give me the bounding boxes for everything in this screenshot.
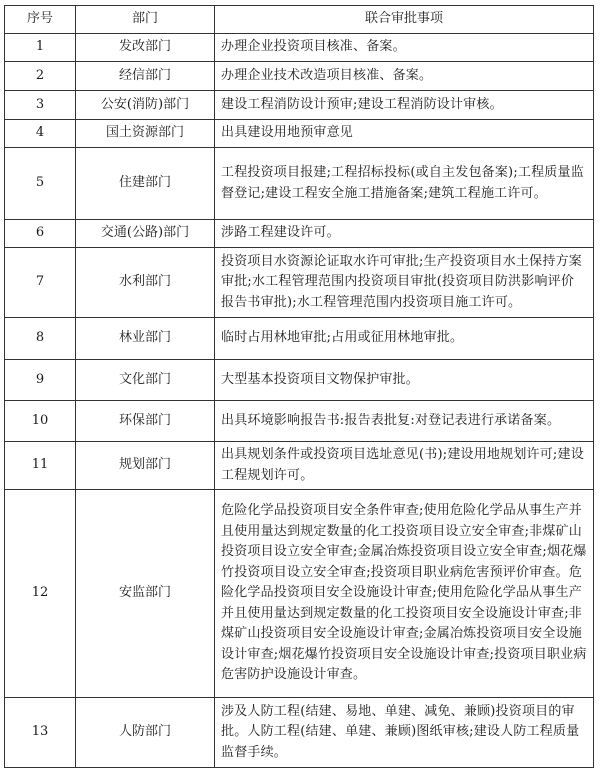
header-matter: 联合审批事项 (215, 6, 594, 34)
row-dept: 公安(消防)部门 (76, 91, 215, 120)
row-num: 12 (5, 490, 76, 698)
row-matter: 办理企业投资项目核准、备案。 (215, 34, 594, 62)
table-row (5, 62, 594, 91)
header-dept: 部门 (76, 6, 215, 34)
row-dept: 国土资源部门 (76, 120, 215, 148)
row-dept: 文化部门 (76, 360, 215, 401)
row-num: 7 (5, 248, 76, 318)
row-num: 13 (5, 698, 76, 768)
row-dept: 水利部门 (76, 248, 215, 318)
table-row (5, 442, 594, 490)
row-num: 3 (5, 91, 76, 120)
row-dept: 环保部门 (76, 401, 215, 442)
row-num: 6 (5, 220, 76, 248)
row-matter: 涉及人防工程(结建、易地、单建、减免、兼顾)投资项目的审批。人防工程(结建、单建、兼顾)图纸审核;建设人防工程质量监督手续。 (215, 698, 594, 768)
table-row (5, 401, 594, 442)
table-row (5, 148, 594, 220)
row-num: 1 (5, 34, 76, 62)
row-num: 2 (5, 62, 76, 91)
row-matter: 办理企业技术改造项目核准、备案。 (215, 62, 594, 91)
row-dept: 住建部门 (76, 148, 215, 220)
table-row (5, 120, 594, 148)
row-dept: 人防部门 (76, 698, 215, 768)
table-row (5, 318, 594, 360)
row-dept: 规划部门 (76, 442, 215, 490)
row-matter: 出具环境影响报告书:报告表批复:对登记表进行承诺备案。 (215, 401, 594, 442)
row-num: 10 (5, 401, 76, 442)
table-row (5, 698, 594, 768)
table-row (5, 91, 594, 120)
row-matter: 建设工程消防设计预审;建设工程消防设计审核。 (215, 91, 594, 120)
row-dept: 经信部门 (76, 62, 215, 91)
table-row (5, 248, 594, 318)
row-matter: 危险化学品投资项目安全条件审查;使用危险化学品从事生产并且使用量达到规定数量的化工投资项目设立安全审查;非煤矿山投资项目设立安全审查;金属冶炼投资项目设立安全审查;烟花爆竹投资项目设立安全审查;投资项目职业病危害预评价审查。危险化学品投资项目安全设施设计审查;使用危险化学品从事生产并且使用量达到规定数量的化工投资项目安全设施设计审查;非煤矿山投资项目安全设施设计审查;金属冶炼投资项目安全设施设计审查;烟花爆竹投资项目安全设施设计审查;投资项目职业病危害防护设施设计审查。 (215, 490, 594, 698)
row-num: 9 (5, 360, 76, 401)
row-matter: 出具规划条件或投资项目选址意见(书);建设用地规划许可;建设工程规划许可。 (215, 442, 594, 490)
table-row (5, 220, 594, 248)
row-matter: 工程投资项目报建;工程招标投标(或自主发包备案);工程质量监督登记;建设工程安全施工措施备案;建筑工程施工许可。 (215, 148, 594, 220)
row-dept: 发改部门 (76, 34, 215, 62)
row-dept: 交通(公路)部门 (76, 220, 215, 248)
row-num: 11 (5, 442, 76, 490)
row-dept: 林业部门 (76, 318, 215, 360)
row-num: 8 (5, 318, 76, 360)
row-dept: 安监部门 (76, 490, 215, 698)
table-row (5, 490, 594, 698)
header-row (5, 6, 594, 34)
row-num: 5 (5, 148, 76, 220)
row-matter: 投资项目水资源论证取水许可审批;生产投资项目水土保持方案审批;水工程管理范围内投资项目审批(投资项目防洪影响评价报告书审批);水工程管理范围内投资项目施工许可。 (215, 248, 594, 318)
row-num: 4 (5, 120, 76, 148)
row-matter: 大型基本投资项目文物保护审批。 (215, 360, 594, 401)
table-row (5, 360, 594, 401)
row-matter: 临时占用林地审批;占用或征用林地审批。 (215, 318, 594, 360)
header-num: 序号 (5, 6, 76, 34)
joint-approval-table (4, 5, 594, 768)
row-matter: 出具建设用地预审意见 (215, 120, 594, 148)
table-row (5, 34, 594, 62)
row-matter: 涉路工程建设许可。 (215, 220, 594, 248)
